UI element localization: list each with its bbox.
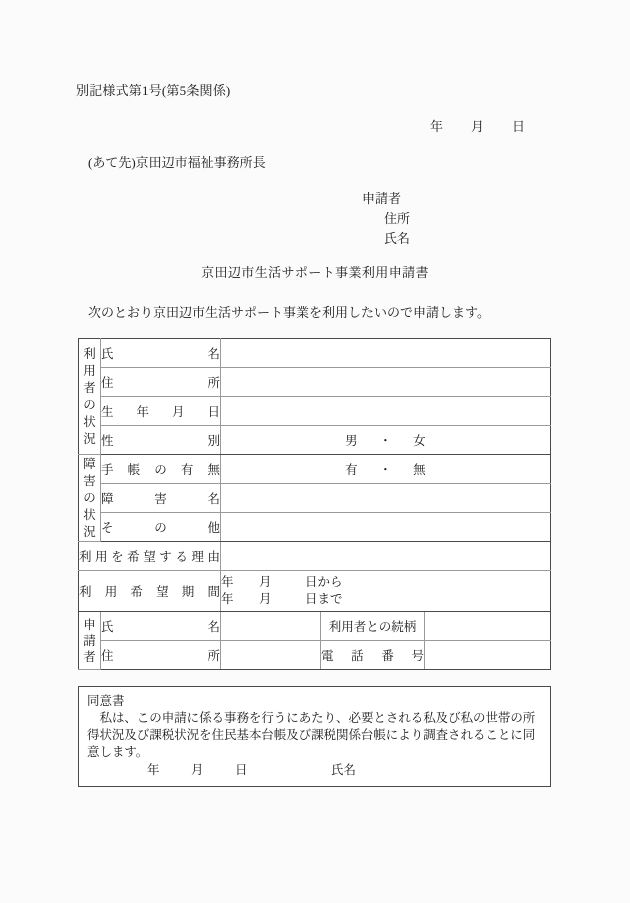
- row-label-user-address: 住所: [101, 368, 221, 397]
- application-table: [78, 338, 551, 670]
- row-value-user-birthdate[interactable]: [221, 397, 551, 426]
- row-label-applicant-address: 住所: [101, 641, 221, 670]
- row-label-relationship: 利用者との続柄: [321, 612, 425, 641]
- table-row: [79, 339, 551, 368]
- choice-separator: ・: [379, 434, 392, 448]
- period-end-year: 年: [221, 592, 234, 606]
- choice-separator: ・: [379, 463, 392, 477]
- row-label-user-name: 氏名: [101, 339, 221, 368]
- table-row: [79, 641, 551, 670]
- row-label-applicant-name: 氏名: [101, 612, 221, 641]
- row-value-reason[interactable]: [221, 542, 551, 571]
- applicant-header-label: 申請者: [362, 191, 402, 206]
- table-row: [79, 426, 551, 455]
- row-value-phone[interactable]: [425, 641, 551, 670]
- group-label-user-status: [79, 339, 101, 455]
- header-date-day: 日: [512, 119, 526, 134]
- row-value-disability-other[interactable]: [221, 513, 551, 542]
- row-label-phone: 電話番号: [321, 641, 425, 670]
- row-value-applicant-address[interactable]: [221, 641, 321, 670]
- vlabel-char: 請: [83, 633, 96, 648]
- table-row: [79, 513, 551, 542]
- row-label-disability-other: その他: [101, 513, 221, 542]
- period-end-day: 日まで: [305, 592, 343, 606]
- applicant-header-address: 住所: [384, 211, 411, 226]
- vlabel-char: 者: [83, 380, 96, 395]
- row-value-user-address[interactable]: [221, 368, 551, 397]
- vlabel-char: 状: [83, 414, 96, 429]
- consent-title: 同意書: [87, 694, 125, 708]
- consent-year: 年: [147, 763, 160, 777]
- consent-name-label: 氏名: [331, 763, 357, 777]
- row-label-reason: 利用を希望する理由: [79, 542, 221, 571]
- table-row: [79, 397, 551, 426]
- header-date-year: 年: [430, 119, 444, 134]
- document-title: 京田辺市生活サポート事業利用申請書: [201, 265, 429, 280]
- vlabel-char: 況: [83, 431, 96, 446]
- gender-choice-group: [335, 431, 437, 449]
- vlabel-char: 利: [83, 346, 96, 361]
- consent-month: 月: [191, 763, 204, 777]
- gender-option-female[interactable]: 女: [413, 434, 426, 448]
- vlabel-char: の: [83, 490, 96, 505]
- row-value-disability-name[interactable]: [221, 484, 551, 513]
- table-row: [79, 455, 551, 484]
- row-label-period: 利用希望期間: [79, 571, 221, 612]
- header-date-month: 月: [471, 119, 485, 134]
- row-value-handbook[interactable]: [221, 455, 551, 484]
- row-value-period[interactable]: [221, 571, 551, 612]
- consent-box: [78, 686, 551, 787]
- period-start-day: 日から: [305, 575, 343, 589]
- period-end-line: [221, 591, 550, 608]
- handbook-option-no[interactable]: 無: [413, 463, 426, 477]
- table-row: [79, 368, 551, 397]
- handbook-choice-group: [335, 460, 437, 478]
- consent-signature-line: [87, 762, 542, 779]
- vlabel-char: 用: [83, 363, 96, 378]
- vlabel-char: 状: [83, 507, 96, 522]
- table-row: [79, 484, 551, 513]
- row-label-user-gender: 性別: [101, 426, 221, 455]
- gender-option-male[interactable]: 男: [345, 434, 358, 448]
- vlabel-char: 況: [83, 524, 96, 539]
- vlabel-char: 申: [83, 617, 96, 632]
- row-label-disability-name: 障害名: [101, 484, 221, 513]
- header-date-line: [430, 116, 525, 135]
- consent-body: 私は、この申請に係る事務を行うにあたり、必要とされる私及び私の世帯の所得状況及び課税状況を住民基本台帳及び課税関係台帳により調査されることに同意します。: [87, 711, 536, 759]
- table-row: [79, 542, 551, 571]
- vlabel-char: 者: [83, 649, 96, 664]
- vlabel-char: 障: [83, 456, 96, 471]
- period-start-line: [221, 574, 550, 591]
- period-end-month: 月: [259, 592, 272, 606]
- table-row: [79, 612, 551, 641]
- form-code: 別記様式第1号(第5条関係): [76, 83, 231, 98]
- vlabel-char: の: [83, 397, 96, 412]
- row-label-handbook: 手帳の有無: [101, 455, 221, 484]
- group-label-disability-status: [79, 455, 101, 542]
- row-value-relationship[interactable]: [425, 612, 551, 641]
- period-start-month: 月: [259, 575, 272, 589]
- period-start-year: 年: [221, 575, 234, 589]
- row-value-user-gender[interactable]: [221, 426, 551, 455]
- vlabel-char: 害: [83, 473, 96, 488]
- consent-day: 日: [235, 763, 248, 777]
- table-row: [79, 571, 551, 612]
- applicant-header-name: 氏名: [384, 231, 411, 246]
- row-label-user-birthdate: 生年月日: [101, 397, 221, 426]
- applicant-header-block: [362, 189, 410, 249]
- group-label-applicant: [79, 612, 101, 670]
- row-value-applicant-name[interactable]: [221, 612, 321, 641]
- row-value-user-name[interactable]: [221, 339, 551, 368]
- addressee: (あて先)京田辺市福祉事務所長: [88, 155, 266, 170]
- handbook-option-yes[interactable]: 有: [345, 463, 358, 477]
- intro-text: 次のとおり京田辺市生活サポート事業を利用したいので申請します。: [88, 305, 490, 320]
